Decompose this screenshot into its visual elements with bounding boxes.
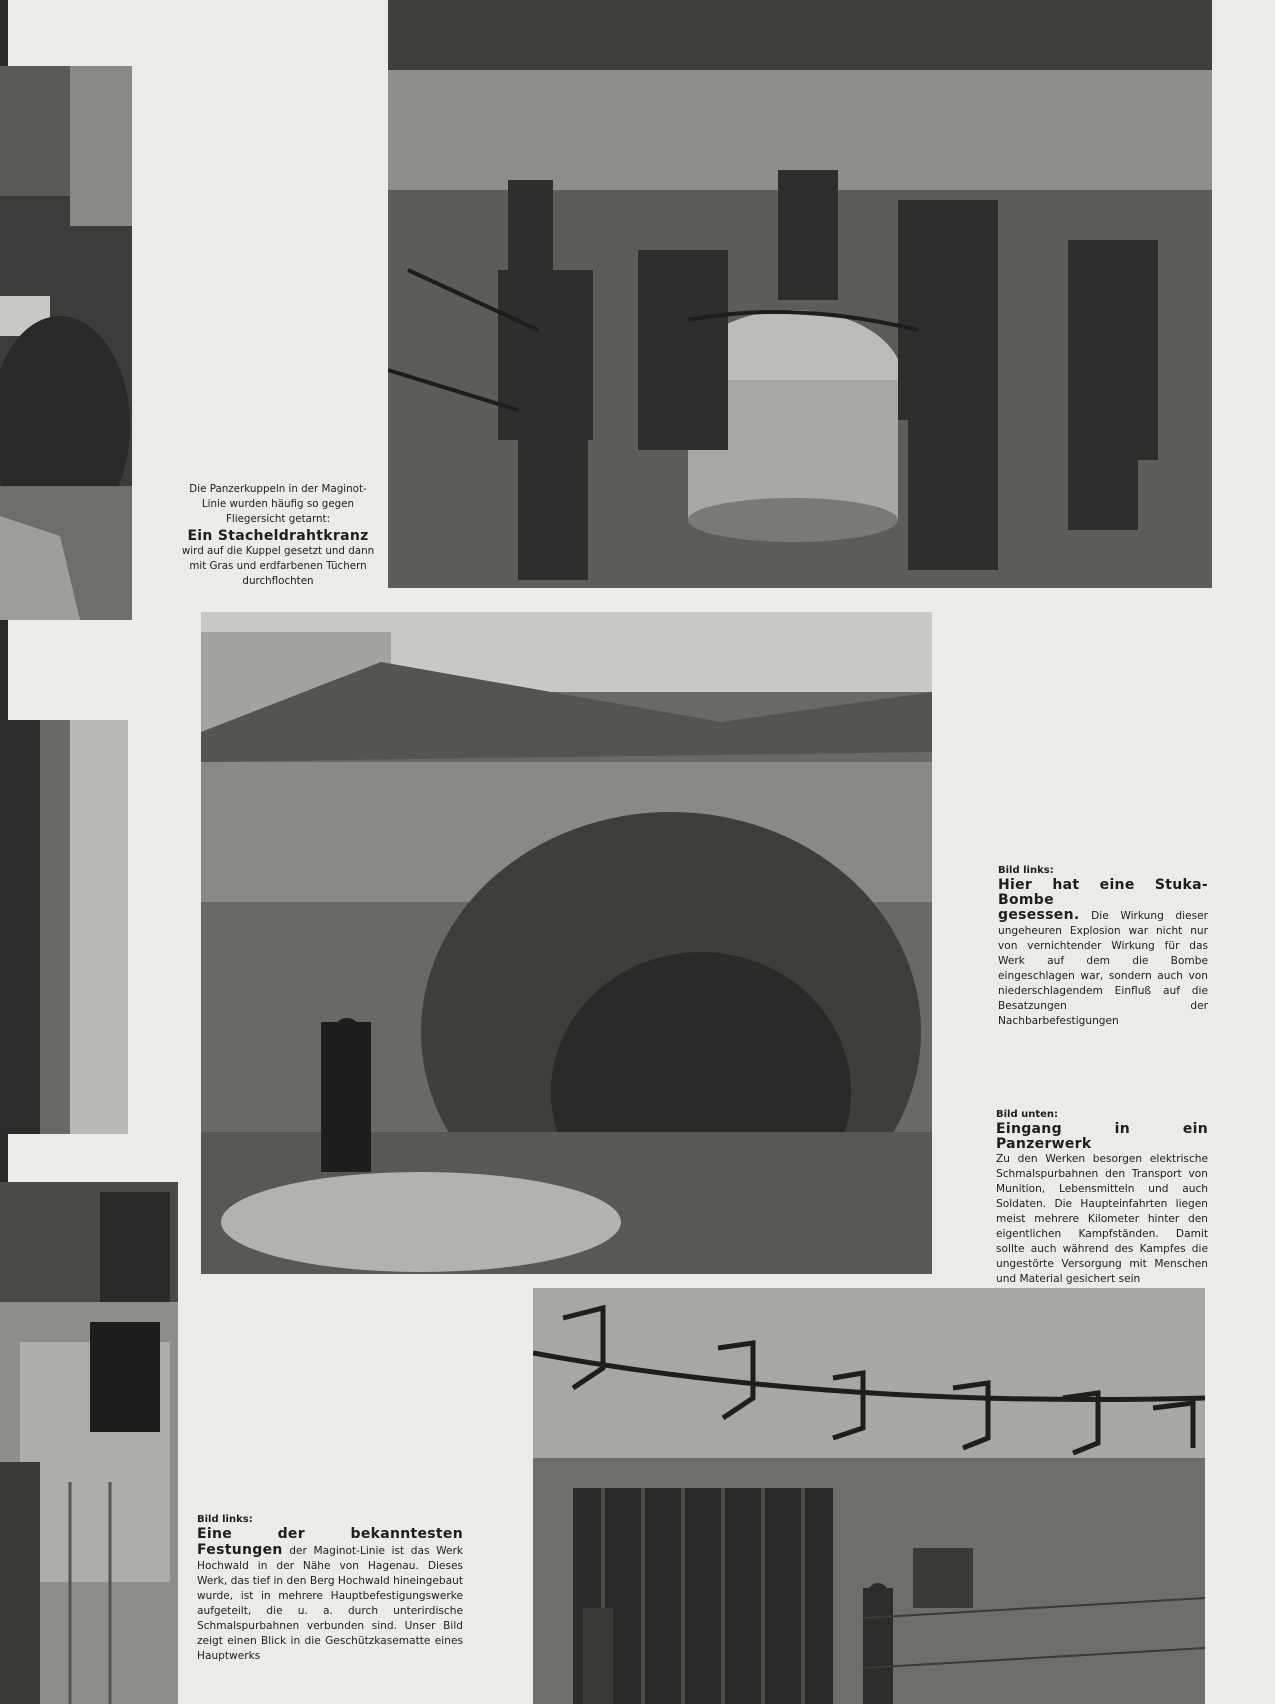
caption-dome-body: wird auf die Kuppel gesetzt und dann mit Gras und erdfarbenen Tüchern durchflochten [181, 545, 375, 587]
caption-hochwald-body: Maginot-Linie ist das Werk Hochwald in der Nähe von Hagenau. Dieses Werk, das tief in den Berg Hochwald hineingebaut wurde, ist in mehrere Hauptbefestigungswerke aufgeteilt, die u. a. durch unterirdische Schmalspurbahnen verbunden sind. Unser Bild zeigt einen Blick in die Geschützkasematte eines Hauptwerks [197, 1545, 463, 1662]
photo-bomb-crater [201, 612, 932, 1274]
caption-crater-lead: Bild links: [998, 865, 1054, 876]
caption-entrance-body: Zu den Werken besorgen elektrische Schmalspurbahnen den Transport von Munition, Lebensmitteln und auch Soldaten. Die Haupteinfahrten liegen meist mehrere Kilometer hinter den eigentlichen Kampfständen. Damit sollte auch während des Kampfes die ungestörte Versorgung mit Menschen und Material gesichert sein [996, 1153, 1208, 1285]
caption-crater [998, 863, 1208, 1029]
caption-hochwald-heading: Eine der bekanntesten Festungen [197, 1526, 463, 1558]
caption-entrance-heading: Eingang in ein Panzerwerk [996, 1121, 1208, 1152]
caption-dome-heading: Ein Stacheldrahtkranz [187, 528, 369, 545]
caption-entrance [996, 1107, 1208, 1287]
caption-entrance-lead: Bild unten: [996, 1109, 1059, 1120]
caption-hochwald-heading-tail: der [289, 1545, 307, 1557]
caption-dome [180, 482, 376, 589]
caption-crater-heading: Hier hat eine Stuka-Bombe [998, 877, 1208, 908]
left-photo-top [0, 66, 132, 620]
photo-dome-camouflage [388, 0, 1212, 588]
left-photo-bottom [0, 1182, 178, 1704]
caption-crater-heading-cont: gesessen. [998, 907, 1080, 923]
caption-crater-body: Die Wirkung dieser ungeheuren Explosion war nicht nur von vernichtender Wirkung für das Werk auf dem die Bombe eingeschlagen war, sondern auch von niederschlagendem Einfluß auf die Besatzungen der Nachbarbefestigungen [998, 910, 1209, 1027]
caption-dome-intro: Die Panzerkuppeln in der Maginot-Linie wurden häufig so gegen Fliegersicht getarnt: [189, 483, 367, 525]
photo-fort-entrance [533, 1288, 1205, 1704]
caption-hochwald-lead: Bild links: [197, 1514, 253, 1525]
caption-hochwald [197, 1512, 463, 1664]
left-photo-mid [0, 720, 128, 1134]
